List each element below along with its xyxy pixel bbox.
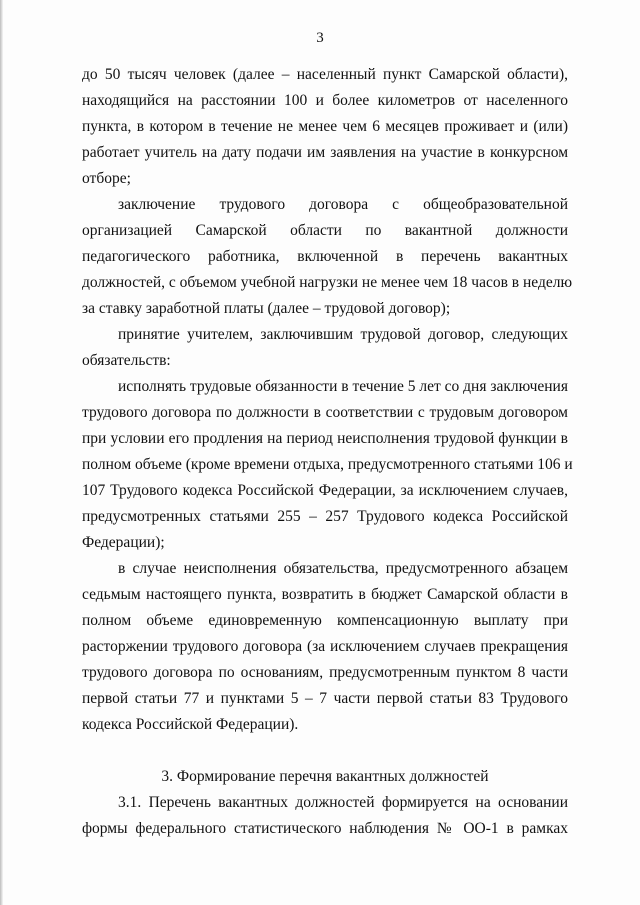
text-line: седьмым настоящего пункта, возвратить в бюджет Самарской области в [82,586,568,603]
page-edge-shadow [0,0,3,905]
text-line: предусмотренных статьями 255 – 257 Трудового кодекса Российской [82,508,568,525]
page-number: 3 [316,30,324,46]
text-line: заключение трудового договора с общеобразовательной [118,196,568,213]
text-line: 107 Трудового кодекса Российской Федерации, за исключением случаев, [82,482,568,499]
text-line: пункта, в котором в течение не менее чем 6 месяцев проживает и (или) [82,118,568,135]
text-line: расторжении трудового договора (за исключением случаев прекращения [82,638,568,655]
text-line: отборе; [82,170,131,187]
paragraph-section-3-1 [82,790,568,842]
text-line: организацией Самарской области по вакантной должности [82,222,568,239]
text-line: при условии его продления на период неисполнения трудовой функции в [82,430,568,447]
text-line: педагогического работника, включенной в перечень вакантных [82,248,568,265]
spacer [82,738,568,764]
text-line: трудового договора по основаниям, предусмотренным пунктом 8 части [82,664,568,681]
paragraph-duties [82,374,573,556]
text-line: Федерации); [82,534,165,551]
text-line: до 50 тысяч человек (далее – населенный пункт Самарской области), [82,66,568,83]
text-line: находящийся на расстоянии 100 и более километров от населенного [82,92,568,109]
text-line: в случае неисполнения обязательства, предусмотренного абзацем [118,560,568,577]
text-line: кодекса Российской Федерации). [82,716,299,733]
text-line: за ставку заработной платы (далее – трудовой договор); [82,300,451,317]
paragraph-obligations-intro [82,322,568,374]
text-line: трудового договора по должности в соответствии с трудовым договором [82,404,568,421]
text-line: полном объеме единовременную компенсационную выплату при [82,612,568,629]
text-line: должностей, с объемом учебной нагрузки не менее чем 18 часов в неделю [82,274,573,291]
text-line: принятие учителем, заключившим трудовой договор, следующих [118,326,568,343]
paragraph-continuation [82,62,568,192]
section-heading: 3. Формирование перечня вакантных должностей [161,768,489,785]
document-body [82,62,573,842]
paragraph-refund [82,556,568,738]
text-line: работает учитель на дату подачи им заявления на участие в конкурсном [82,144,568,161]
text-line: полном объеме (кроме времени отдыха, предусмотренного статьями 106 и [82,456,573,473]
text-line: исполнять трудовые обязанности в течение 5 лет со дня заключения [118,378,568,395]
text-line: обязательств: [82,352,171,369]
text-line: 3.1. Перечень вакантных должностей формируется на основании [118,794,568,811]
paragraph-contract [82,192,573,322]
text-line: первой статьи 77 и пунктами 5 – 7 части первой статьи 83 Трудового [82,690,568,707]
text-line: формы федерального статистического наблюдения № ОО-1 в рамках [82,820,568,837]
